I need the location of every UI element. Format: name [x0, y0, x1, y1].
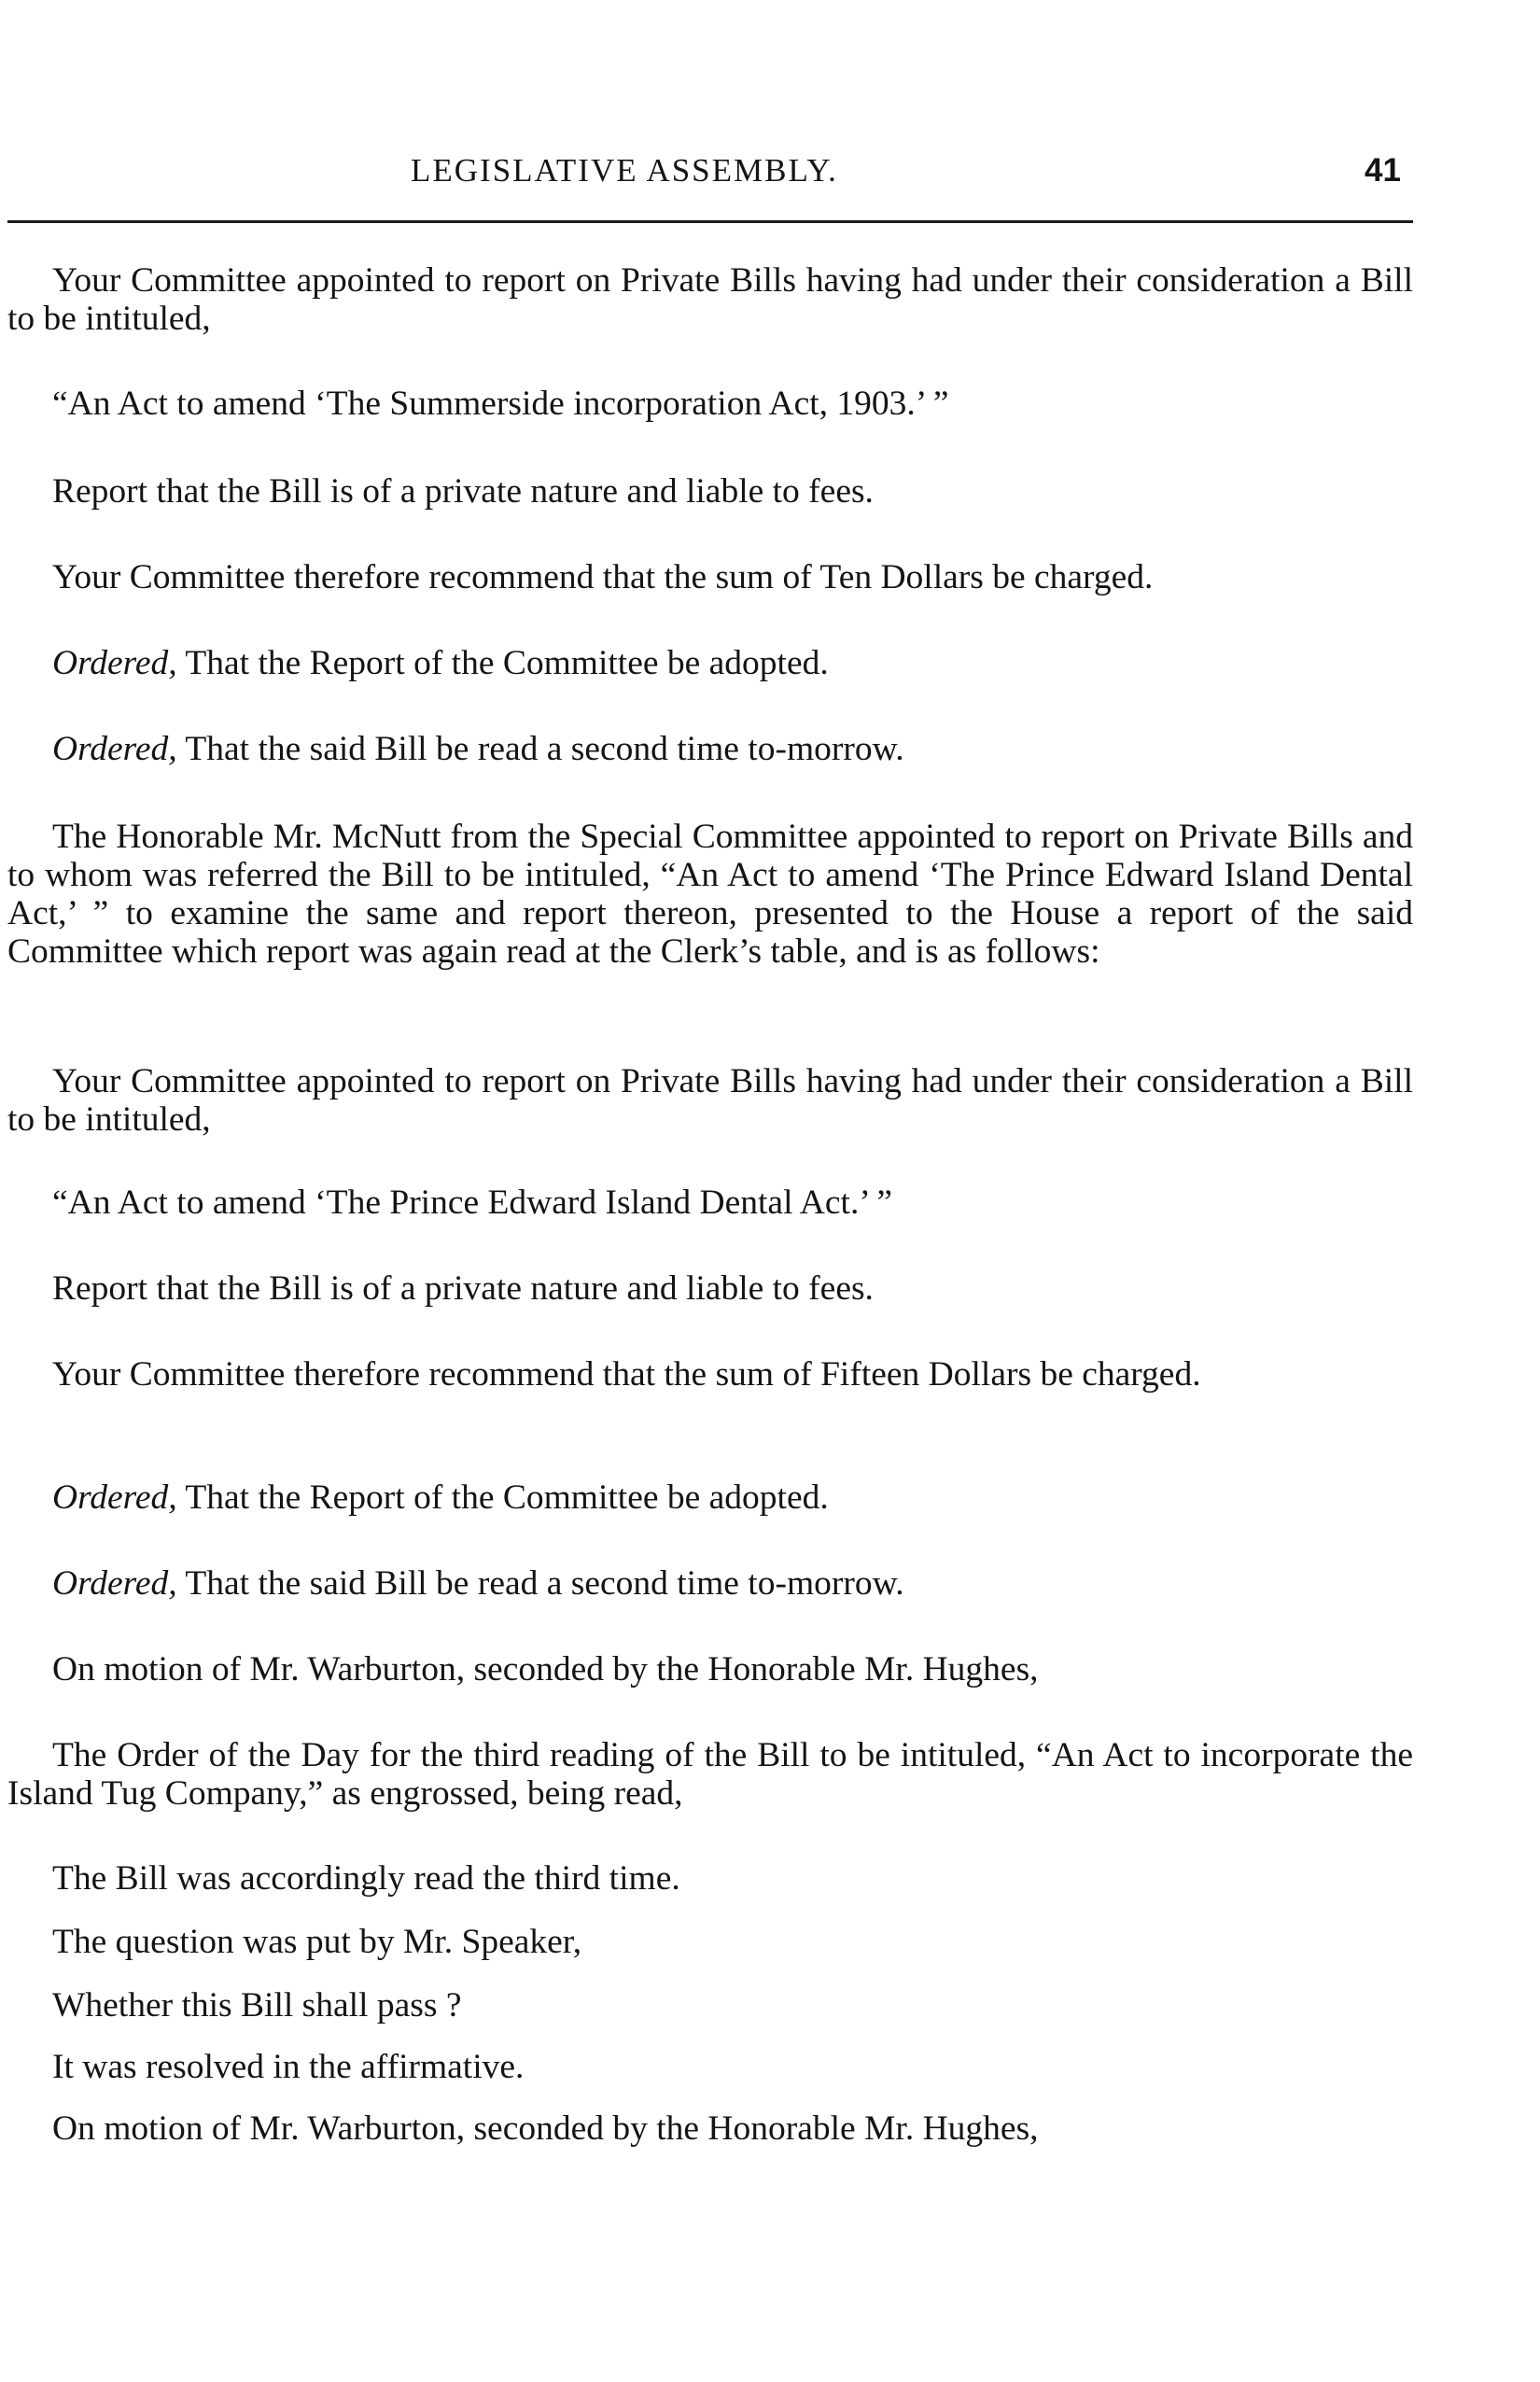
paragraph: “An Act to amend ‘The Prince Edward Island Dental Act.’ ” [52, 1184, 893, 1222]
paragraph: On motion of Mr. Warburton, seconded by the Honorable Mr. Hughes, [52, 1650, 1039, 1688]
page-header [0, 147, 1540, 194]
ordered-paragraph: Ordered, That the said Bill be read a second time to-morrow. [52, 730, 904, 768]
paragraph: The Honorable Mr. McNutt from the Special Committee appointed to report on Private Bills and to whom was referred the Bill to be intituled, “An Act to amend ‘The Prince Edward Island Dental Act,’ ” to examine the same and report thereon, presented to the House a report of the said Committee which report was again read at the Clerk’s table, and is as follows: [7, 818, 1413, 971]
paragraph: The Bill was accordingly read the third time. [52, 1859, 680, 1898]
paragraph: Report that the Bill is of a private nature and liable to fees. [52, 1269, 874, 1308]
paragraph: Your Committee appointed to report on Private Bills having had under their consideration a Bill to be intituled, [7, 1062, 1413, 1139]
paragraph: Your Committee therefore recommend that the sum of Fifteen Dollars be charged. [52, 1355, 1201, 1394]
paragraph: Your Committee appointed to report on Private Bills having had under their consideration a Bill to be intituled, [7, 261, 1413, 338]
ordered-paragraph: Ordered, That the Report of the Committee be adopted. [52, 1478, 829, 1517]
paragraph: Your Committee therefore recommend that the sum of Ten Dollars be charged. [52, 558, 1154, 596]
paragraph: The question was put by Mr. Speaker, [52, 1923, 582, 1961]
paragraph: It was resolved in the affirmative. [52, 2048, 525, 2086]
paragraph: Report that the Bill is of a private nature and liable to fees. [52, 472, 874, 511]
paragraph: The Order of the Day for the third reading of the Bill to be intituled, “An Act to incorporate the Island Tug Company,” as engrossed, being read, [7, 1736, 1413, 1813]
ordered-paragraph: Ordered, That the Report of the Committee be adopted. [52, 644, 829, 682]
paragraph: On motion of Mr. Warburton, seconded by the Honorable Mr. Hughes, [52, 2109, 1039, 2148]
header-rule [7, 220, 1413, 223]
ordered-paragraph: Ordered, That the said Bill be read a second time to-morrow. [52, 1564, 904, 1603]
running-title: LEGISLATIVE ASSEMBLY. [411, 152, 838, 189]
paragraph: “An Act to amend ‘The Summerside incorporation Act, 1903.’ ” [52, 385, 949, 423]
paragraph: Whether this Bill shall pass ? [52, 1986, 462, 2025]
page-number: 41 [1365, 152, 1401, 189]
